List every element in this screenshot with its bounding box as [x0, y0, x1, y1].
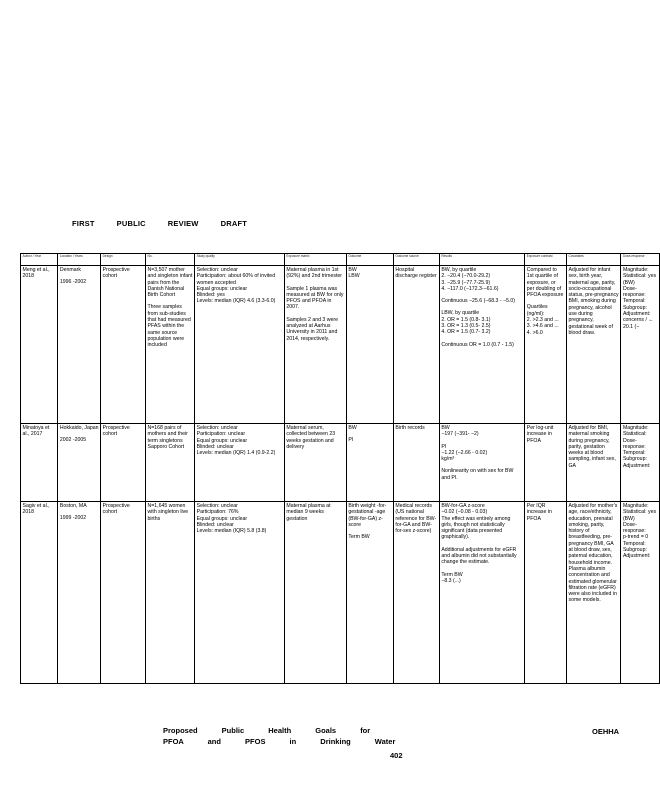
- cell-outcome: BW LBW: [346, 266, 393, 424]
- col-header: Design: [101, 254, 146, 266]
- cell-results: BW-for-GA z-score −0.02 (−0.08 - 0.03) The effect was entirely among girls, though not statistically significant (data presented graphically). Additional adjustments for eGFR and albumin did not substantially change the estimate. Term BW −8.3 (...): [439, 502, 524, 684]
- cell-design: Prospective cohort: [101, 266, 146, 424]
- cell-covariates: Adjusted for BMI, maternal smoking during pregnancy, parity, gestation weeks at blood sampling, infant sex, GA: [566, 424, 620, 502]
- cell-population: N=1,645 women with singleton live births: [146, 502, 195, 684]
- col-header: Outcome source: [393, 254, 439, 266]
- col-header: Results: [439, 254, 524, 266]
- org-name: OEHHA: [592, 727, 620, 736]
- evidence-table-container: [20, 253, 657, 673]
- cell-contrast: Per IQR increase in PFOA: [525, 502, 567, 684]
- cell-exposure: Maternal plasma at median 9 weeks gestation: [284, 502, 346, 684]
- col-header: Dose-response: [621, 254, 660, 266]
- cell-quality: Selection: unclear Participation: 76% Equal groups: unclear Blinded: unclear Levels: median (IQR) 5.8 (3.8): [195, 502, 285, 684]
- cell-dose-response: Magnitude: Statistical: yes (BW) Dose-response: Temporal: Subgroup: Adjustment: concerns / ← 20.1 (−: [621, 266, 660, 424]
- cell-location: Denmark 1996 -2002: [58, 266, 101, 424]
- table-row: [21, 424, 660, 502]
- cell-outcome-source: Birth records: [393, 424, 439, 502]
- col-header: Location / Years: [58, 254, 101, 266]
- table-row: [21, 266, 660, 424]
- col-header: Exposure matrix: [284, 254, 346, 266]
- cell-outcome: Birth weight -for-gestational -age (BW-for-GA) z-score Term BW: [346, 502, 393, 684]
- col-header: Covariates: [566, 254, 620, 266]
- cell-population: N=168 pairs of mothers and their term singletons Sapporo Cohort: [146, 424, 195, 502]
- cell-design: Prospective cohort: [101, 502, 146, 684]
- footer-line-2: PFOA and PFOS in Drinking Water: [163, 737, 396, 746]
- cell-results: BW, by quartile 2. −20.4 (−70.0-29.2) 3. −25.9 (−77.7-25.9) 4. −117.0 (−172.3-−61.6) Continuous −25.6 (−68.3 - −5.0) LBW, by quartile 2. OR = 1.5 (0.8- 3.1) 3. OR = 1.3 (0.5- 2.5) 4. OR = 1.5 (0.7- 3.2) Continuous OR = 1.0 (0.7 - 1.5): [439, 266, 524, 424]
- draft-word-3: REVIEW: [167, 219, 199, 228]
- cell-exposure: Maternal plasma in 1st (92%) and 2nd trimester Sample 1 plasma was measured at BW for only PFOS and PFOA in 2007. Samples 2 and 3 were analyzed at Aarhus University in 2011 and 2014, respectively.: [284, 266, 346, 424]
- draft-word-1: FIRST: [72, 219, 95, 228]
- cell-quality: Selection: unclear Participation: about 60% of invited women accepted Equal groups: unclear Blinded: yes Levels: median (IQR) 4.6 (3.3-6.0): [195, 266, 285, 424]
- cell-exposure: Maternal serum, collected between 23 weeks gestation and delivery: [284, 424, 346, 502]
- cell-contrast: Per log-unit increase in PFOA: [525, 424, 567, 502]
- cell-location: Boston, MA 1999 -2002: [58, 502, 101, 684]
- page-number: 402: [390, 751, 403, 760]
- cell-dose-response: Magnitude: Statistical: yes (BW) Dose-response: p-trend = 0 Temporal: Subgroup: Adjustment:: [621, 502, 660, 684]
- cell-population: N=3,507 mother and singleton infant pairs from the Danish National Birth Cohort Three samples from sub-studies that had measured PFAS within the same source population were included: [146, 266, 195, 424]
- cell-dose-response: Magnitude: Statistical: Dose-response: Temporal: Subgroup: Adjustment:: [621, 424, 660, 502]
- cell-author: Meng et al., 2018: [21, 266, 58, 424]
- table-header-row: [21, 254, 660, 266]
- footer-title: [163, 726, 395, 748]
- table-row: [21, 502, 660, 684]
- cell-contrast: Compared to 1st quartile of exposure, or per doubling of PFOA exposure Quartiles (ng/ml): 2. >2.3 and ... 3. >4.6 and ... 4. >6.0: [525, 266, 567, 424]
- evidence-table: [20, 253, 660, 684]
- cell-covariates: Adjusted for mother's age, race/ethnicity, education, prenatal smoking, parity, history of breastfeeding, pre-pregnancy BMI, GA at blood draw, sex, paternal education, household income. Plasma albumin concentration and estimated glomerular filtration rate (eGFR) were also included in some models.: [566, 502, 620, 684]
- cell-outcome-source: Medical records (US national reference for BW-for-GA and BW-for-sex z-score): [393, 502, 439, 684]
- cell-author: Sagiv et al., 2018: [21, 502, 58, 684]
- col-header: No.: [146, 254, 195, 266]
- draft-word-2: PUBLIC: [116, 219, 146, 228]
- col-header: Study quality: [195, 254, 285, 266]
- cell-outcome: BW PI: [346, 424, 393, 502]
- footer-line-1: Proposed Public Health Goals for: [163, 726, 371, 735]
- cell-results: BW −197 (−391- −2) PI −1.22 (−2.66 - 0.02) kg/m³ Nonlinearity on with sex for BW and PI.: [439, 424, 524, 502]
- cell-covariates: Adjusted for infant sex, birth year, maternal age, parity, socio-occupational status, pre-pregnancy BMI, smoking during pregnancy, alcohol use during pregnancy, gestational week of blood draw.: [566, 266, 620, 424]
- col-header: Outcome: [346, 254, 393, 266]
- cell-outcome-source: Hospital discharge register: [393, 266, 439, 424]
- draft-banner: [72, 219, 269, 228]
- col-header: Exposure contrast: [525, 254, 567, 266]
- col-header: Author / Year: [21, 254, 58, 266]
- draft-word-4: DRAFT: [220, 219, 248, 228]
- cell-author: Minatoya et al., 2017: [21, 424, 58, 502]
- cell-location: Hokkaido, Japan 2002 -2005: [58, 424, 101, 502]
- cell-quality: Selection: unclear Participation: unclear Equal groups: unclear Blinded: unclear Levels: median (IQR) 1.4 (0.9-2.2): [195, 424, 285, 502]
- cell-design: Prospective cohort: [101, 424, 146, 502]
